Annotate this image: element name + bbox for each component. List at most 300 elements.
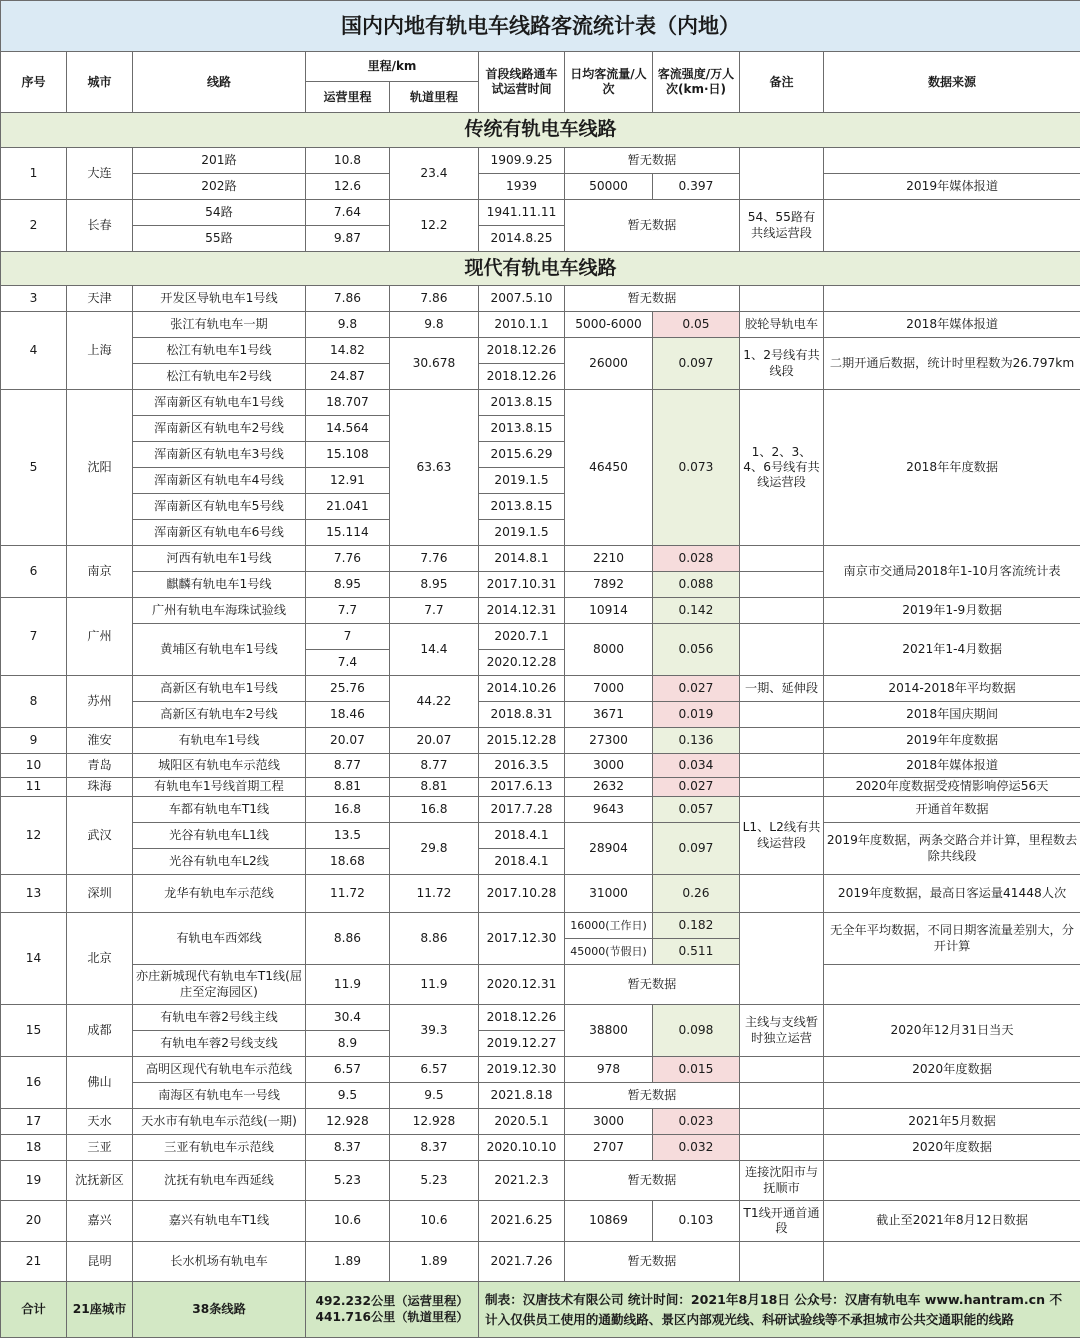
cell-op: 8.77	[306, 754, 390, 778]
cell-date: 2021.2.3	[479, 1161, 565, 1201]
cell-op: 7.86	[306, 286, 390, 312]
cell-source	[824, 286, 1080, 312]
cell-flow: 9643	[565, 797, 653, 823]
cell-source	[824, 148, 1080, 174]
cell-remark	[740, 728, 824, 754]
cell-track: 12.928	[390, 1109, 479, 1135]
cell-intensity: 0.142	[653, 598, 740, 624]
cell-flow: 38800	[565, 1005, 653, 1057]
cell-line: 有轨电车蓉2号线支线	[133, 1031, 306, 1057]
cell-line: 南海区有轨电车一号线	[133, 1083, 306, 1109]
cell-intensity: 0.027	[653, 676, 740, 702]
cell-remark: 主线与支线暂时独立运营	[740, 1005, 824, 1057]
cell-remark: 54、55路有共线运营段	[740, 200, 824, 252]
cell-line: 广州有轨电车海珠试验线	[133, 598, 306, 624]
cell-seq: 16	[1, 1057, 67, 1109]
cell-track: 63.63	[390, 390, 479, 546]
cell-source: 2018年年度数据	[824, 390, 1080, 546]
cell-track: 10.6	[390, 1201, 479, 1242]
cell-op: 12.928	[306, 1109, 390, 1135]
cell-date: 2020.7.1	[479, 624, 565, 650]
cell-flow: 暂无数据	[565, 965, 740, 1005]
header-remark: 备注	[740, 52, 824, 113]
cell-intensity: 0.097	[653, 823, 740, 875]
cell-source: 2018年国庆期间	[824, 702, 1080, 728]
cell-flow: 16000(工作日)	[565, 913, 653, 939]
cell-op: 18.707	[306, 390, 390, 416]
cell-city: 沈抚新区	[67, 1161, 133, 1201]
cell-track: 8.77	[390, 754, 479, 778]
cell-op: 13.5	[306, 823, 390, 849]
cell-remark	[740, 624, 824, 676]
cell-op: 10.6	[306, 1201, 390, 1242]
cell-track: 8.81	[390, 778, 479, 797]
cell-line: 高明区现代有轨电车示范线	[133, 1057, 306, 1083]
cell-source: 2014-2018年平均数据	[824, 676, 1080, 702]
cell-seq: 12	[1, 797, 67, 875]
cell-date: 2015.12.28	[479, 728, 565, 754]
cell-flow: 3671	[565, 702, 653, 728]
cell-remark	[740, 546, 824, 572]
cell-source: 无全年平均数据，不同日期客流量差别大，分开计算	[824, 913, 1080, 965]
cell-line: 光谷有轨电车L2线	[133, 849, 306, 875]
cell-op: 8.86	[306, 913, 390, 965]
cell-flow: 31000	[565, 875, 653, 913]
cell-date: 2018.4.1	[479, 849, 565, 875]
cell-op: 20.07	[306, 728, 390, 754]
cell-remark	[740, 875, 824, 913]
cell-city: 珠海	[67, 778, 133, 797]
cell-op: 24.87	[306, 364, 390, 390]
cell-date: 2020.12.31	[479, 965, 565, 1005]
cell-track: 11.72	[390, 875, 479, 913]
cell-date: 2014.10.26	[479, 676, 565, 702]
cell-remark	[740, 148, 824, 200]
cell-intensity: 0.26	[653, 875, 740, 913]
cell-date: 2018.12.26	[479, 338, 565, 364]
cell-line: 有轨电车1号线	[133, 728, 306, 754]
cell-city: 沈阳	[67, 390, 133, 546]
cell-date: 2017.10.31	[479, 572, 565, 598]
cell-op: 1.89	[306, 1242, 390, 1282]
cell-flow: 暂无数据	[565, 1242, 740, 1282]
cell-line: 201路	[133, 148, 306, 174]
cell-line: 浑南新区有轨电车1号线	[133, 390, 306, 416]
cell-city: 佛山	[67, 1057, 133, 1109]
cell-track: 39.3	[390, 1005, 479, 1057]
cell-date: 2013.8.15	[479, 416, 565, 442]
cell-op: 7.64	[306, 200, 390, 226]
cell-line: 三亚有轨电车示范线	[133, 1135, 306, 1161]
cell-remark	[740, 913, 824, 1005]
cell-date: 2021.6.25	[479, 1201, 565, 1242]
cell-line: 黄埔区有轨电车1号线	[133, 624, 306, 676]
cell-flow: 27300	[565, 728, 653, 754]
cell-flow: 10914	[565, 598, 653, 624]
cell-line: 张江有轨电车一期	[133, 312, 306, 338]
cell-date: 2021.8.18	[479, 1083, 565, 1109]
cell-track: 8.95	[390, 572, 479, 598]
cell-flow: 7892	[565, 572, 653, 598]
cell-city: 武汉	[67, 797, 133, 875]
cell-source: 2019年1-9月数据	[824, 598, 1080, 624]
cell-track: 6.57	[390, 1057, 479, 1083]
cell-source: 2019年度数据，最高日客运量41448人次	[824, 875, 1080, 913]
cell-source: 2019年媒体报道	[824, 174, 1080, 200]
cell-city: 昆明	[67, 1242, 133, 1282]
cell-date: 2018.12.26	[479, 364, 565, 390]
cell-source: 2018年媒体报道	[824, 754, 1080, 778]
cell-line: 松江有轨电车1号线	[133, 338, 306, 364]
footer-cities: 21座城市	[67, 1282, 133, 1338]
header-first-open: 首段线路通车试运营时间	[479, 52, 565, 113]
cell-op: 6.57	[306, 1057, 390, 1083]
cell-seq: 17	[1, 1109, 67, 1135]
section-modern: 现代有轨电车线路	[1, 252, 1080, 286]
cell-city: 苏州	[67, 676, 133, 728]
cell-seq: 19	[1, 1161, 67, 1201]
cell-remark: L1、L2线有共线运营段	[740, 797, 824, 875]
cell-city: 上海	[67, 312, 133, 390]
cell-op: 21.041	[306, 494, 390, 520]
cell-line: 长水机场有轨电车	[133, 1242, 306, 1282]
cell-line: 54路	[133, 200, 306, 226]
cell-remark	[740, 1083, 824, 1109]
cell-date: 2017.10.28	[479, 875, 565, 913]
cell-remark	[740, 1242, 824, 1282]
cell-source: 2020年度数据	[824, 1057, 1080, 1083]
cell-flow: 26000	[565, 338, 653, 390]
cell-intensity: 0.032	[653, 1135, 740, 1161]
footer-lines: 38条线路	[133, 1282, 306, 1338]
header-mileage: 里程/km	[306, 52, 479, 82]
cell-date: 2013.8.15	[479, 494, 565, 520]
cell-seq: 9	[1, 728, 67, 754]
cell-track: 9.5	[390, 1083, 479, 1109]
cell-line: 龙华有轨电车示范线	[133, 875, 306, 913]
cell-city: 嘉兴	[67, 1201, 133, 1242]
cell-source: 开通首年数据	[824, 797, 1080, 823]
cell-seq: 3	[1, 286, 67, 312]
cell-op: 8.37	[306, 1135, 390, 1161]
cell-line: 嘉兴有轨电车T1线	[133, 1201, 306, 1242]
cell-city: 长春	[67, 200, 133, 252]
cell-flow: 2210	[565, 546, 653, 572]
cell-date: 2014.8.1	[479, 546, 565, 572]
cell-flow: 暂无数据	[565, 286, 740, 312]
cell-intensity: 0.511	[653, 939, 740, 965]
cell-flow: 7000	[565, 676, 653, 702]
cell-date: 2021.7.26	[479, 1242, 565, 1282]
cell-source: 2019年度数据，两条交路合并计算，里程数去除共线段	[824, 823, 1080, 875]
cell-seq: 21	[1, 1242, 67, 1282]
footer-total-label: 合计	[1, 1282, 67, 1338]
cell-city: 淮安	[67, 728, 133, 754]
cell-remark: 胶轮导轨电车	[740, 312, 824, 338]
cell-line: 麒麟有轨电车1号线	[133, 572, 306, 598]
cell-op: 14.564	[306, 416, 390, 442]
cell-intensity: 0.027	[653, 778, 740, 797]
cell-date: 1941.11.11	[479, 200, 565, 226]
cell-intensity: 0.097	[653, 338, 740, 390]
cell-seq: 18	[1, 1135, 67, 1161]
footer-note	[479, 1282, 1080, 1338]
header-intensity: 客流强度/万人次(km·日)	[653, 52, 740, 113]
cell-line: 浑南新区有轨电车4号线	[133, 468, 306, 494]
cell-remark	[740, 1135, 824, 1161]
cell-city: 大连	[67, 148, 133, 200]
cell-line: 松江有轨电车2号线	[133, 364, 306, 390]
cell-track: 29.8	[390, 823, 479, 875]
cell-remark: 一期、延伸段	[740, 676, 824, 702]
cell-intensity: 0.057	[653, 797, 740, 823]
cell-remark	[740, 702, 824, 728]
header-seq: 序号	[1, 52, 67, 113]
cell-date: 2014.12.31	[479, 598, 565, 624]
cell-intensity: 0.023	[653, 1109, 740, 1135]
cell-date: 2020.12.28	[479, 650, 565, 676]
cell-flow: 50000	[565, 174, 653, 200]
cell-op: 15.108	[306, 442, 390, 468]
cell-remark	[740, 572, 824, 598]
cell-flow: 2707	[565, 1135, 653, 1161]
cell-date: 2018.4.1	[479, 823, 565, 849]
header-daily-flow: 日均客流量/人次	[565, 52, 653, 113]
cell-line: 浑南新区有轨电车3号线	[133, 442, 306, 468]
cell-flow: 45000(节假日)	[565, 939, 653, 965]
cell-track: 8.86	[390, 913, 479, 965]
table-title: 国内内地有轨电车线路客流统计表（内地）	[1, 1, 1080, 52]
cell-seq: 8	[1, 676, 67, 728]
cell-track: 16.8	[390, 797, 479, 823]
cell-op: 9.8	[306, 312, 390, 338]
cell-track: 20.07	[390, 728, 479, 754]
cell-intensity: 0.028	[653, 546, 740, 572]
cell-track: 23.4	[390, 148, 479, 200]
cell-line: 城阳区有轨电车示范线	[133, 754, 306, 778]
cell-remark	[740, 1109, 824, 1135]
cell-remark	[740, 778, 824, 797]
cell-op: 7.4	[306, 650, 390, 676]
cell-date: 2019.1.5	[479, 520, 565, 546]
cell-seq: 13	[1, 875, 67, 913]
cell-line: 河西有轨电车1号线	[133, 546, 306, 572]
cell-date: 2020.10.10	[479, 1135, 565, 1161]
cell-seq: 7	[1, 598, 67, 676]
cell-track: 8.37	[390, 1135, 479, 1161]
cell-intensity: 0.034	[653, 754, 740, 778]
cell-city: 青岛	[67, 754, 133, 778]
cell-date: 2014.8.25	[479, 226, 565, 252]
cell-intensity: 0.05	[653, 312, 740, 338]
header-line: 线路	[133, 52, 306, 113]
cell-intensity: 0.182	[653, 913, 740, 939]
cell-track: 11.9	[390, 965, 479, 1005]
cell-seq: 1	[1, 148, 67, 200]
cell-source: 2019年年度数据	[824, 728, 1080, 754]
cell-source	[824, 1242, 1080, 1282]
cell-flow: 暂无数据	[565, 1083, 740, 1109]
cell-op: 16.8	[306, 797, 390, 823]
cell-op: 12.6	[306, 174, 390, 200]
cell-track: 12.2	[390, 200, 479, 252]
cell-flow: 暂无数据	[565, 148, 740, 174]
cell-op: 14.82	[306, 338, 390, 364]
cell-date: 2018.12.26	[479, 1005, 565, 1031]
cell-date: 2013.8.15	[479, 390, 565, 416]
cell-date: 2015.6.29	[479, 442, 565, 468]
cell-op: 15.114	[306, 520, 390, 546]
header-city: 城市	[67, 52, 133, 113]
cell-date: 2017.7.28	[479, 797, 565, 823]
cell-track: 44.22	[390, 676, 479, 728]
cell-city: 北京	[67, 913, 133, 1005]
cell-op: 11.9	[306, 965, 390, 1005]
footer-op-total: 492.232公里（运营里程）	[315, 1294, 469, 1309]
cell-line: 车都有轨电车T1线	[133, 797, 306, 823]
footer-note-line1: 制表：汉唐技术有限公司 统计时间：2021年8月18日 公众号：汉唐有轨电车 www.hantram.cn 不	[485, 1291, 1063, 1307]
cell-op: 8.95	[306, 572, 390, 598]
cell-flow: 46450	[565, 390, 653, 546]
cell-date: 2018.8.31	[479, 702, 565, 728]
cell-source	[824, 1083, 1080, 1109]
cell-line: 高新区有轨电车2号线	[133, 702, 306, 728]
cell-seq: 20	[1, 1201, 67, 1242]
cell-flow: 暂无数据	[565, 200, 740, 252]
cell-op: 12.91	[306, 468, 390, 494]
cell-flow: 暂无数据	[565, 1161, 740, 1201]
cell-track: 9.8	[390, 312, 479, 338]
cell-date: 2020.5.1	[479, 1109, 565, 1135]
cell-source: 2018年媒体报道	[824, 312, 1080, 338]
cell-track: 7.76	[390, 546, 479, 572]
cell-source: 二期开通后数据，统计时里程数为26.797km	[824, 338, 1080, 390]
cell-op: 8.81	[306, 778, 390, 797]
cell-op: 18.46	[306, 702, 390, 728]
cell-date: 1939	[479, 174, 565, 200]
cell-op: 8.9	[306, 1031, 390, 1057]
cell-remark: 1、2、3、4、6号线有共线运营段	[740, 390, 824, 546]
cell-track: 7.86	[390, 286, 479, 312]
cell-source	[824, 200, 1080, 252]
cell-flow: 5000-6000	[565, 312, 653, 338]
cell-city: 天水	[67, 1109, 133, 1135]
cell-intensity: 0.098	[653, 1005, 740, 1057]
cell-track: 1.89	[390, 1242, 479, 1282]
cell-date: 2019.12.27	[479, 1031, 565, 1057]
cell-line: 有轨电车西郊线	[133, 913, 306, 965]
cell-op: 7	[306, 624, 390, 650]
cell-line: 有轨电车1号线首期工程	[133, 778, 306, 797]
footer-track-total: 441.716公里（轨道里程）	[315, 1309, 469, 1324]
cell-op: 18.68	[306, 849, 390, 875]
cell-flow: 3000	[565, 754, 653, 778]
cell-flow: 978	[565, 1057, 653, 1083]
cell-remark	[740, 1057, 824, 1083]
cell-date: 2017.12.30	[479, 913, 565, 965]
cell-seq: 15	[1, 1005, 67, 1057]
cell-source: 2020年12月31日当天	[824, 1005, 1080, 1057]
header-track-km: 轨道里程	[390, 82, 479, 113]
cell-op: 30.4	[306, 1005, 390, 1031]
cell-op: 25.76	[306, 676, 390, 702]
cell-line: 沈抚有轨电车西延线	[133, 1161, 306, 1201]
cell-date: 2010.1.1	[479, 312, 565, 338]
cell-line: 高新区有轨电车1号线	[133, 676, 306, 702]
cell-track: 5.23	[390, 1161, 479, 1201]
cell-op: 5.23	[306, 1161, 390, 1201]
cell-remark	[740, 286, 824, 312]
cell-line: 天水市有轨电车示范线(一期)	[133, 1109, 306, 1135]
cell-intensity: 0.136	[653, 728, 740, 754]
cell-seq: 5	[1, 390, 67, 546]
cell-intensity: 0.056	[653, 624, 740, 676]
cell-seq: 11	[1, 778, 67, 797]
footer-note-line2: 计入仅供员工使用的通勤线路、景区内部观光线、科研试验线等不承担城市公共交通职能的线路	[485, 1311, 1014, 1327]
cell-city: 天津	[67, 286, 133, 312]
cell-op: 7.7	[306, 598, 390, 624]
cell-flow: 2632	[565, 778, 653, 797]
cell-intensity: 0.103	[653, 1201, 740, 1242]
cell-intensity: 0.397	[653, 174, 740, 200]
cell-source: 2021年1-4月数据	[824, 624, 1080, 676]
header-source: 数据来源	[824, 52, 1080, 113]
cell-source: 南京市交通局2018年1-10月客流统计表	[824, 546, 1080, 598]
cell-line: 开发区导轨电车1号线	[133, 286, 306, 312]
cell-source: 截止至2021年8月12日数据	[824, 1201, 1080, 1242]
cell-line: 202路	[133, 174, 306, 200]
cell-remark: 1、2号线有共线段	[740, 338, 824, 390]
cell-seq: 4	[1, 312, 67, 390]
cell-city: 广州	[67, 598, 133, 676]
cell-intensity: 0.088	[653, 572, 740, 598]
cell-intensity: 0.015	[653, 1057, 740, 1083]
cell-track: 30.678	[390, 338, 479, 390]
cell-remark	[740, 598, 824, 624]
cell-flow: 8000	[565, 624, 653, 676]
cell-source	[824, 1161, 1080, 1201]
cell-flow: 28904	[565, 823, 653, 875]
cell-line: 有轨电车蓉2号线主线	[133, 1005, 306, 1031]
cell-date: 2007.5.10	[479, 286, 565, 312]
cell-flow: 10869	[565, 1201, 653, 1242]
cell-seq: 10	[1, 754, 67, 778]
cell-source	[824, 965, 1080, 1005]
cell-date: 1909.9.25	[479, 148, 565, 174]
cell-seq: 2	[1, 200, 67, 252]
cell-track: 7.7	[390, 598, 479, 624]
cell-op: 7.76	[306, 546, 390, 572]
cell-intensity: 0.019	[653, 702, 740, 728]
cell-city: 深圳	[67, 875, 133, 913]
cell-date: 2019.1.5	[479, 468, 565, 494]
cell-date: 2019.12.30	[479, 1057, 565, 1083]
cell-line: 浑南新区有轨电车6号线	[133, 520, 306, 546]
cell-op: 9.5	[306, 1083, 390, 1109]
cell-op: 11.72	[306, 875, 390, 913]
cell-date: 2016.3.5	[479, 754, 565, 778]
section-traditional: 传统有轨电车线路	[1, 113, 1080, 148]
header-op-km: 运营里程	[306, 82, 390, 113]
cell-remark: T1线开通首通段	[740, 1201, 824, 1242]
cell-seq: 14	[1, 913, 67, 1005]
cell-date: 2017.6.13	[479, 778, 565, 797]
cell-track: 14.4	[390, 624, 479, 676]
cell-line: 亦庄新城现代有轨电车T1线(屈庄至定海园区)	[133, 965, 306, 1005]
cell-source: 2020年度数据	[824, 1135, 1080, 1161]
cell-remark: 连接沈阳市与抚顺市	[740, 1161, 824, 1201]
cell-intensity: 0.073	[653, 390, 740, 546]
